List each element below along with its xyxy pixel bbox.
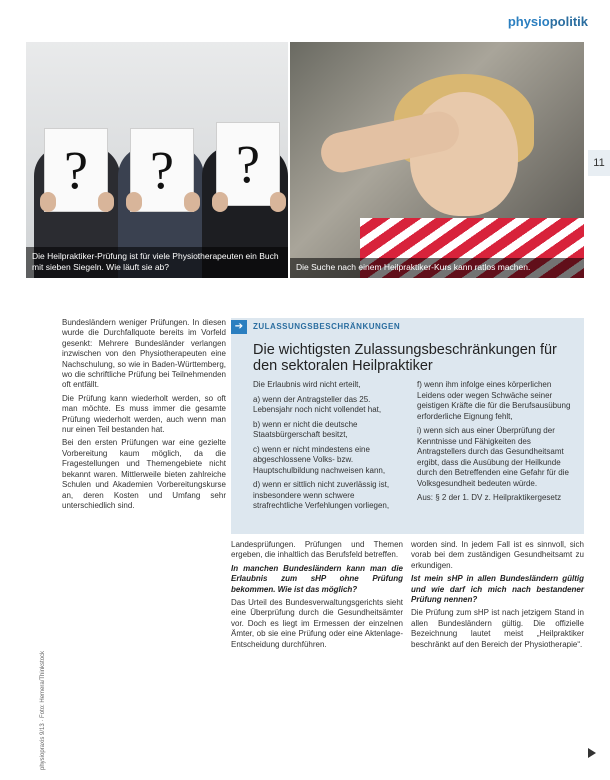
info-box-column-left xyxy=(253,380,403,516)
article-column-1 xyxy=(62,318,226,514)
article-column-2 xyxy=(231,540,403,653)
photo-caption-right: Die Suche nach einem Heilpraktiker-Kurs kann ratlos machen. xyxy=(290,258,584,278)
info-box-item: d) wenn er sittlich nicht zuverlässig ist, insbesondere wenn schwere strafrechtliche Verfehlungen vorliegen, xyxy=(253,480,390,510)
paragraph: Das Urteil des Bundesverwaltungsgerichts sieht eine Überprüfung durch die Gesundheitsämter vor. Doch es liegt im Ermessen der einzelnen Ämter, ob sie eine Prüfung oder eine Aktenlage-Entscheidung durchführen. xyxy=(231,598,403,649)
question-mark-sign: ? xyxy=(44,128,108,212)
hand xyxy=(212,192,228,212)
question-mark-sign: ? xyxy=(216,122,280,206)
info-box-item: f) wenn ihm infolge eines körperlichen Leidens oder wegen Schwäche seiner geistigen Kräfte die für die Berufsausübung erforderliche Eignung fehlt, xyxy=(417,380,571,421)
info-box-column-right xyxy=(417,380,577,508)
hand xyxy=(270,192,286,212)
paragraph: Die Prüfung kann wiederholt werden, so oft man möchte. Es muss immer die gesamte Prüfung wiederholt werden, auch wenn man nur einen Teil bestanden hat. xyxy=(62,393,226,435)
continue-arrow-icon xyxy=(588,748,596,758)
info-box-item: i) wenn sich aus einer Überprüfung der Kenntnisse und Fähigkeiten des Antragstellers durch das Gesundheitsamt ergibt, dass die Ausübung der Heilkunde durch den Betreffenden eine Gefahr für die Volksgesundheit bedeuten würde. xyxy=(417,426,569,488)
info-box-title: Die wichtigsten Zulassungsbeschränkungen für den sektoralen Heilpraktiker xyxy=(253,342,557,374)
arrow-right-icon: ➔ xyxy=(231,320,247,334)
question-mark-sign: ? xyxy=(130,128,194,212)
info-box-item: c) wenn er nicht mindestens eine abgeschlossene Volks- bzw. Hauptschulbildung nachweisen kann, xyxy=(253,444,386,475)
info-box-item: Die Erlaubnis wird nicht erteilt, xyxy=(253,380,361,389)
hand xyxy=(184,192,200,212)
question-heading: In manchen Bundesländern kann man die Erlaubnis zum sHP ohne Prüfung bekommen. Wie ist das möglich? xyxy=(231,563,403,594)
article-column-3 xyxy=(411,540,584,653)
info-box-item: b) wenn er nicht die deutsche Staatsbürgerschaft besitzt, xyxy=(253,419,358,439)
page-number: 11 xyxy=(588,150,610,176)
info-box-restrictions xyxy=(231,318,584,534)
paragraph: Bundesländern weniger Prüfungen. In diesen wurde die Durchfallquote bereits im Vorfeld gesenkt: Mehrere Bundesländer verlangen inzwischen von den Physiotherapeuten eine Nachschulung, so wie in Baden-Württemberg, wo die schriftliche Prüfung bei Teilnehmenden oft entfällt. xyxy=(62,318,226,390)
info-box-item: a) wenn der Antragsteller das 25. Lebensjahr noch nicht vollendet hat, xyxy=(253,394,382,414)
hand xyxy=(126,192,142,212)
photo-caption-left: Die Heilpraktiker-Prüfung ist für viele Physiotherapeuten ein Buch mit sieben Siegeln. Wie läuft sie ab? xyxy=(26,247,288,278)
paragraph: Landesprüfungen. Prüfungen und Themen ergeben, die inhaltlich das Berufsfeld betreffen. xyxy=(231,540,403,560)
hand xyxy=(98,192,114,212)
info-box-source: Aus: § 2 der 1. DV z. Heilpraktikergesetz xyxy=(417,493,562,502)
info-box-tag: ZULASSUNGSBESCHRÄNKUNGEN xyxy=(253,322,401,331)
paragraph: Die Prüfung zum sHP ist nach jetzigem Stand in allen Bundesländern gültig. Die offizielle Bezeichnung lautet meist „Heilpraktiker beschränkt auf den Bereich der Physiotherapie“. xyxy=(411,608,584,649)
photo-worried-woman xyxy=(290,42,584,278)
info-box-tagbar xyxy=(231,318,584,336)
brand-part-politik: politik xyxy=(549,14,588,29)
side-credit: physiopraxis 9/13 · Foto: Hemera/Thinkstock xyxy=(40,650,46,770)
paragraph: Bei den ersten Prüfungen war eine gezielte Vorbereitung kaum möglich, da die Fragestellungen und Themengebiete nicht bekannt waren. Mittlerweile bieten zahlreiche Schulen und Akademien Vorbereitungskurse an, deren Kosten und Umfang sehr unterschiedlich sind. xyxy=(62,438,226,510)
photo-question-marks xyxy=(26,42,288,278)
paragraph: worden sind. In jedem Fall ist es sinnvoll, sich vorab bei dem zuständigen Gesundheitsamt zu erkundigen. xyxy=(411,540,584,570)
section-brand xyxy=(508,14,588,29)
hand xyxy=(40,192,56,212)
question-heading: Ist mein sHP in allen Bundesländern gültig und wie darf ich mich nach bestandener Prüfung nennen? xyxy=(411,574,584,605)
brand-part-physio: physio xyxy=(507,14,550,29)
